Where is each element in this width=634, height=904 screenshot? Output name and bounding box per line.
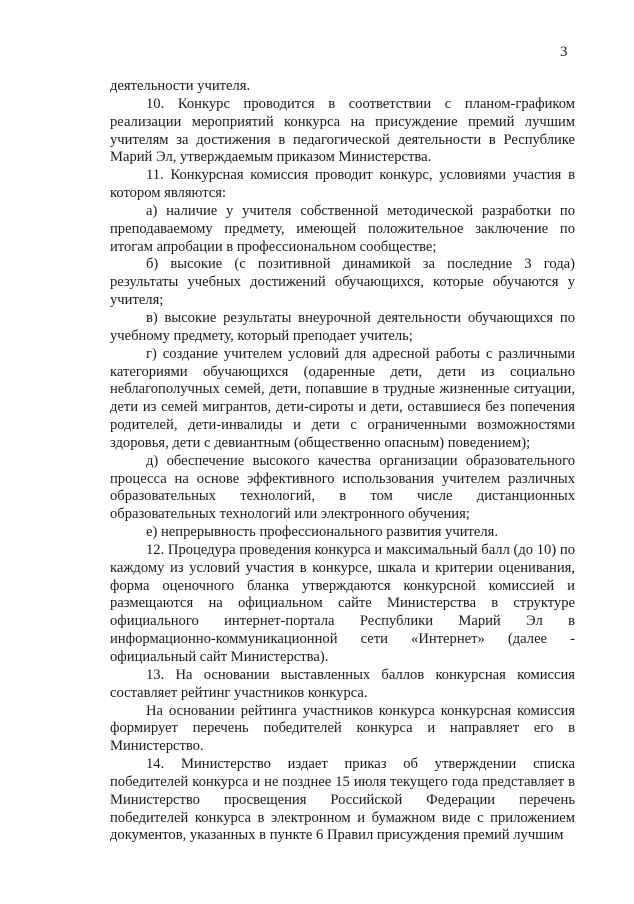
paragraph: деятельности учителя. <box>110 78 251 94</box>
paragraph: 10. Конкурс проводится в соответствии с планом-графиком реализации мероприятий конкурса на присуждение премий лучшим учителям за достижения в педагогической деятельности в Республике Марий Эл, утверждаемым приказом Министерства. <box>110 95 575 166</box>
document-body <box>110 78 575 845</box>
paragraph: 14. Министерство издает приказ об утверждении списка победителей конкурса и не позднее 15 июля текущего года представляет в Министерство просвещения Российской Федерации перечень победителей конкурса в электронном и бумажном виде с приложением документов, указанных в пункте 6 Правил присуждения премий лучшим <box>110 756 575 844</box>
paragraph: 11. Конкурсная комиссия проводит конкурс, условиями участия в котором являются: <box>110 167 575 202</box>
paragraph: а) наличие у учителя собственной методической разработки по преподаваемому предмету, имеющей положительное заключение по итогам апробации в профессиональном сообществе; <box>110 202 575 255</box>
page-number: 3 <box>560 44 568 60</box>
paragraph: г) создание учителем условий для адресной работы с различными категориями обучающихся (одаренные дети, дети из социально неблагополучных семей, дети, попавшие в трудные жизненные ситуации, дети из семей мигрантов, дети-сироты и дети, оставшиеся без попечения родителей, дети-инвалиды и дети с ограниченными возможностями здоровья, дети с девиантным (общественно опасным) поведением); <box>110 345 575 451</box>
paragraph: б) высокие (с позитивной динамикой за последние 3 года) результаты учебных достижений обучающихся, которые обучаются у учителя; <box>110 256 575 309</box>
paragraph: 13. На основании выставленных баллов конкурсная комиссия составляет рейтинг участников конкурса. <box>110 666 575 701</box>
paragraph: в) высокие результаты внеурочной деятельности обучающихся по учебному предмету, который преподает учитель; <box>110 309 575 344</box>
paragraph: д) обеспечение высокого качества организации образовательного процесса на основе эффективного использования учителем различных образовательных технологий, в том числе дистанционных образовательных технологий или электронного обучения; <box>110 452 575 523</box>
paragraph: е) непрерывность профессионального развития учителя. <box>146 524 499 541</box>
paragraph: 12. Процедура проведения конкурса и максимальный балл (до 10) по каждому из условий участия в конкурсе, шкала и критерии оценивания, форма оценочного бланка утверждаются конкурсной комиссией и размещаются на официальном сайте Министерства в структуре официального интернет-портала Республики Марий Эл в информационно-коммуникационной сети «Интернет» (далее - официальный сайт Министерства). <box>110 541 575 665</box>
paragraph: На основании рейтинга участников конкурса конкурсная комиссия формирует перечень победителей конкурса и направляет его в Министерство. <box>110 702 575 755</box>
